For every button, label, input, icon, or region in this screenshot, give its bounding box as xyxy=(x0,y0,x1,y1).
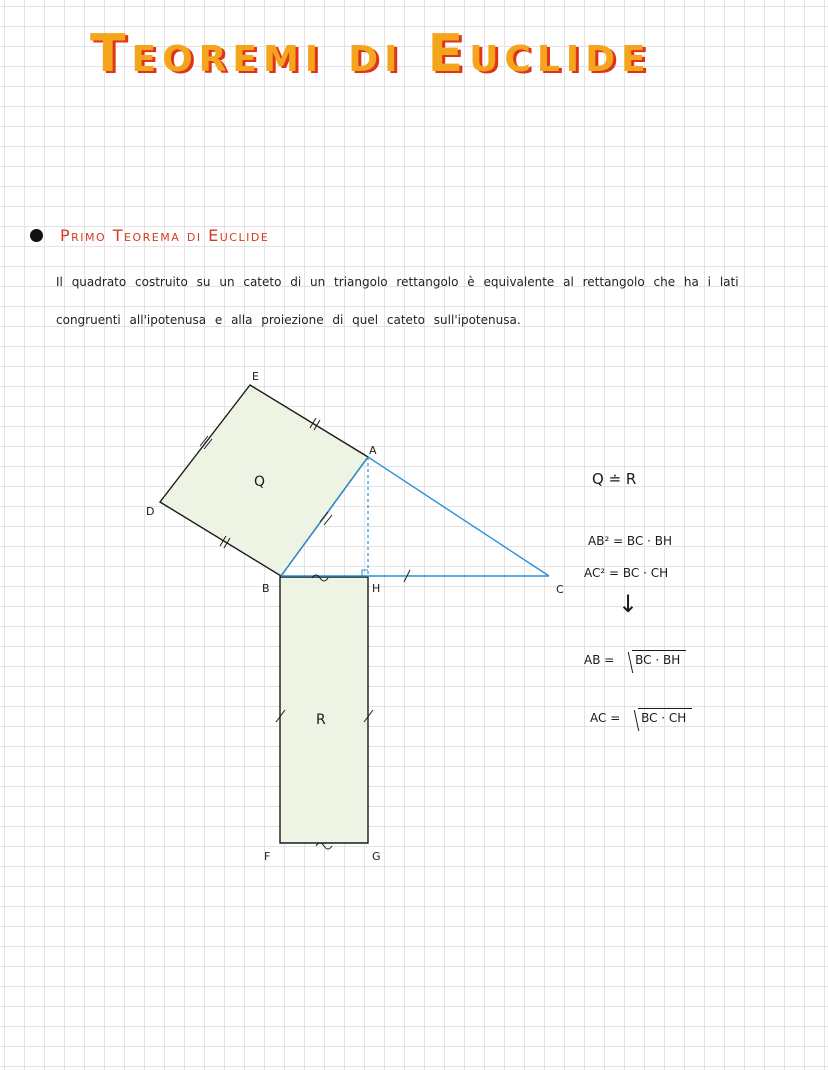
arrow-down-icon: ↓ xyxy=(618,590,639,618)
label-h: H xyxy=(372,582,381,595)
theorem-statement: Il quadrato costruito su un cateto di un triangolo rettangolo è equivalente al rettangolo che ha i lati congruenti all'ipotenusa e alla proiezione di quel cateto sull'ipotenusa. xyxy=(56,275,739,327)
label-g: G xyxy=(372,850,381,863)
rectangle-r xyxy=(280,577,368,843)
segment-ac xyxy=(368,457,549,576)
section-title: Primo Teorema di Euclide xyxy=(60,226,270,245)
formula-equivalence: Q ≐ R xyxy=(592,470,637,488)
formula-ac-radicand: BC · CH xyxy=(638,708,692,725)
formula-ac-lhs: AC = xyxy=(590,711,621,725)
page-title: Teoremi di Euclide xyxy=(90,24,652,84)
tilde-mark-fg xyxy=(316,843,332,849)
label-d: D xyxy=(146,505,155,518)
formula-ac-squared: AC² = BC · CH xyxy=(584,566,669,580)
right-angle-marker xyxy=(362,570,368,576)
formula-ab-squared: AB² = BC · BH xyxy=(588,534,673,548)
formula-ab-lhs: AB = xyxy=(584,653,615,667)
sqrt-icon xyxy=(628,708,692,725)
formula-ac-root xyxy=(590,708,692,725)
formula-ab-root xyxy=(584,650,686,667)
label-f: F xyxy=(264,850,271,863)
label-c: C xyxy=(556,583,564,596)
formula-ab-radicand: BC · BH xyxy=(632,650,686,667)
label-r: R xyxy=(316,712,326,728)
label-a: A xyxy=(369,444,377,457)
sqrt-icon xyxy=(622,650,686,667)
label-e: E xyxy=(252,370,259,383)
label-b: B xyxy=(262,582,270,595)
label-q: Q xyxy=(254,474,266,490)
